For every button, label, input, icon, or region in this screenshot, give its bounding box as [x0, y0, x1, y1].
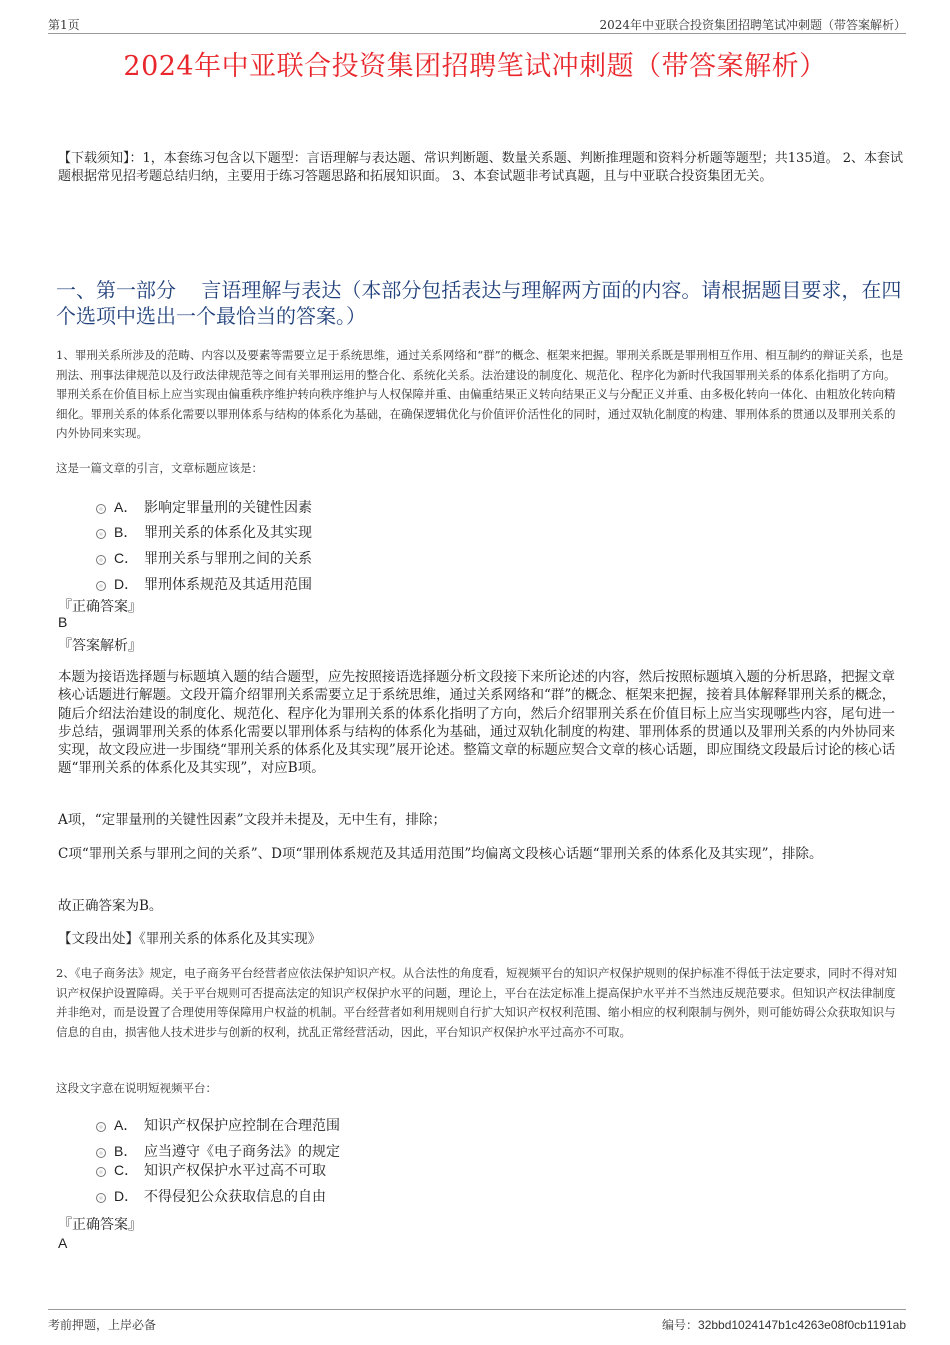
option-label: A． [114, 1117, 138, 1133]
radio-icon[interactable] [96, 1148, 106, 1158]
q1-option-a[interactable] [96, 497, 312, 517]
q1-source: 【文段出处】《罪刑关系的体系化及其实现》 [58, 931, 322, 947]
section-heading: 一、第一部分 言语理解与表达（本部分包括表达与理解两方面的内容。请根据题目要求，在四个选项中选出一个最恰当的答案。） [56, 278, 902, 328]
radio-icon[interactable] [96, 1122, 106, 1132]
q2-answer: A [58, 1235, 68, 1251]
page-footer [48, 1309, 906, 1333]
footer-code [662, 1316, 906, 1333]
q1-option-c[interactable] [96, 548, 312, 568]
page-number: 第1页 [48, 18, 80, 32]
q1-analysis-label: 『答案解析』 [58, 638, 142, 654]
option-label: D． [114, 1188, 139, 1204]
radio-icon[interactable] [96, 529, 106, 539]
footer-code-label: 编号： [662, 1318, 699, 1332]
document-title: 2024年中亚联合投资集团招聘笔试冲刺题（带答案解析） [123, 51, 827, 82]
option-text: 影响定罪量刑的关键性因素 [144, 500, 312, 516]
footer-code-value: 32bbd1024147b1c4263e08f0cb1191ab [698, 1318, 906, 1332]
footer-slogan: 考前押题，上岸必备 [48, 1318, 157, 1332]
option-text: 应当遵守《电子商务法》的规定 [144, 1144, 340, 1160]
option-label: A． [114, 499, 138, 515]
radio-icon[interactable] [96, 555, 106, 565]
option-label: C． [114, 1162, 139, 1178]
q2-option-b[interactable] [96, 1141, 340, 1161]
q1-answer-label: 『正确答案』 [58, 599, 142, 615]
option-text: 不得侵犯公众获取信息的自由 [144, 1189, 326, 1205]
q1-passage: 1、罪刑关系所涉及的范畴、内容以及要素等需要立足于系统思维，通过关系网络和“群”的概念、框架来把握。罪刑关系既是罪刑相互作用、相互制约的辩证关系，也是刑法、刑事法律规范以及行政法律规范等之间有关罪刑运用的整合化、系统化关系。法治建设的制度化、规范化、程序化为新时代我国罪刑关系的体系化指明了方向。罪刑关系在价值目标上应当实现由偏重秩序维护转向秩序维护与人权保障并重、由偏重结果正义转向结果正义与分配正义并重、由多极化转向一体化、由粗放化转向精细化。罪刑关系的体系化需要以罪刑体系与结构的体系化为基础，在确保逻辑优化与价值评价活性化的同时，通过双轨化制度的构建、罪刑体系的贯通以及罪刑关系的内外协同来实现。 [56, 348, 904, 440]
radio-icon[interactable] [96, 1193, 106, 1203]
radio-icon[interactable] [96, 504, 106, 514]
q2-question: 这段文字意在说明短视频平台： [56, 1081, 217, 1095]
q1-option-d[interactable] [96, 574, 312, 594]
radio-icon[interactable] [96, 581, 106, 591]
option-text: 知识产权保护水平过高不可取 [144, 1163, 326, 1179]
option-text: 罪刑体系规范及其适用范围 [144, 577, 312, 593]
option-label: C． [114, 550, 139, 566]
q2-option-d[interactable] [96, 1186, 326, 1206]
page-header [48, 14, 906, 34]
radio-icon[interactable] [96, 1167, 106, 1177]
q1-question: 这是一篇文章的引言，文章标题应该是： [56, 461, 263, 475]
option-label: B． [114, 524, 138, 540]
q2-passage: 2、《电子商务法》规定，电子商务平台经营者应依法保护知识产权。从合法性的角度看，短视频平台的知识产权保护规则的保护标准不得低于法定要求，同时不得对知识产权保护设置障碍。关于平台规则可否提高法定的知识产权保护水平的问题，理论上，平台在法定标准上提高保护水平并不当然违反规范要求。但知识产权法律制度并非绝对，而是设置了合理使用等保障用户权益的机制。平台经营者如利用规则自行扩大知识产权权利范围、缩小相应的权利限制与例外，则可能妨碍公众获取知识与信息的自由，损害他人技术进步与创新的权利，扰乱正常经营活动，因此，平台知识产权保护水平过高亦不可取。 [56, 966, 898, 1039]
q1-option-b[interactable] [96, 522, 312, 542]
q2-option-c[interactable] [96, 1160, 326, 1180]
q1-analysis-conclusion: 故正确答案为B。 [58, 898, 163, 914]
q1-answer: B [58, 614, 68, 630]
option-label: B． [114, 1143, 138, 1159]
option-label: D． [114, 576, 139, 592]
header-doc-title: 2024年中亚联合投资集团招聘笔试冲刺题（带答案解析） [599, 18, 906, 32]
q1-analysis-a: A项，“定罪量刑的关键性因素”文段并未提及，无中生有，排除； [58, 812, 447, 828]
q1-analysis-body: 本题为接语选择题与标题填入题的结合题型，应先按照接语选择题分析文段接下来所论述的内容，然后按照标题填入题的分析思路，把握文章核心话题进行解题。文段开篇介绍罪刑关系需要立足于系统思维，通过关系网络和“群”的概念、框架来把握，接着具体解释罪刑关系的概念，随后介绍法治建设的制度化、规范化、程序化为罪刑关系的体系化指明了方向，然后介绍罪刑关系在价值目标上应当实现哪些内容，尾句进一步总结，强调罪刑关系的体系化需要以罪刑体系与结构的体系化为基础，通过双轨化制度的构建、罪刑体系的贯通以及罪刑关系的内外协同来实现，故文段应进一步围绕“罪刑关系的体系化及其实现”展开论述。整篇文章的标题应契合文章的核心话题，即应围绕文段最后讨论的核心话题“罪刑关系的体系化及其实现”，对应B项。 [58, 669, 896, 777]
option-text: 罪刑关系与罪刑之间的关系 [144, 551, 312, 567]
q2-option-a[interactable] [96, 1115, 340, 1135]
q2-answer-label: 『正确答案』 [58, 1217, 142, 1233]
option-text: 罪刑关系的体系化及其实现 [144, 525, 312, 541]
download-notice: 【下载须知】：1，本套练习包含以下题型：言语理解与表达题、常识判断题、数量关系题、判断推理题和资料分析题等题型；共135道。 2、本套试题根据常见招考题总结归纳，主要用于练习答题思路和拓展知识面。 3、本套试题非考试真题，且与中亚联合投资集团无关。 [58, 151, 903, 184]
q1-analysis-cd: C项“罪刑关系与罪刑之间的关系”、D项“罪刑体系规范及其适用范围”均偏离文段核心话题“罪刑关系的体系化及其实现”，排除。 [58, 846, 823, 862]
option-text: 知识产权保护应控制在合理范围 [144, 1118, 340, 1134]
